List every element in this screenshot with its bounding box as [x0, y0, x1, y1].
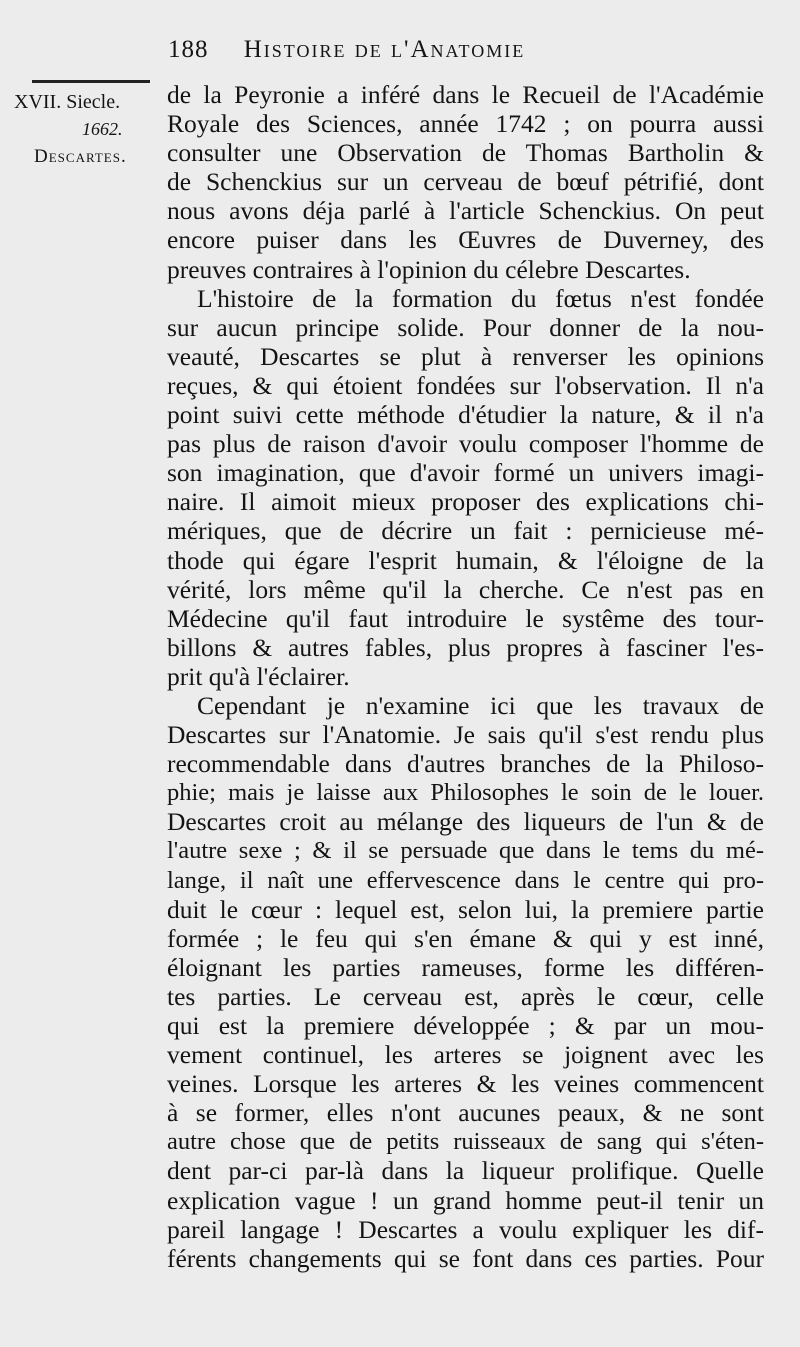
page-number: 188 [168, 36, 209, 63]
text-line: naire. Il aimoit mieux proposer des explications chi- [167, 487, 764, 517]
text-line: éloignant les parties rameuses, forme les différen- [167, 952, 764, 982]
text-line: Descartes croit au mélange des liqueurs de l'un & de [167, 807, 764, 837]
text-line: preuves contraires à l'opinion du célebre Descartes. [167, 254, 691, 284]
text-line: recommendable dans d'autres branches de la Philoso- [167, 749, 764, 779]
page-header [168, 36, 525, 64]
running-title: Histoire de l'Anatomie [243, 36, 526, 63]
text-line: sur aucun principe solide. Pour donner de la nou- [167, 312, 764, 342]
text-line: Cependant je n'examine ici que les travaux de [197, 690, 764, 720]
margin-author: Descartes. [34, 146, 127, 167]
text-line: tes parties. Le cerveau est, après le cœur, celle [167, 981, 764, 1011]
text-line: vérité, lors même qu'il la cherche. Ce n'est pas en [167, 574, 764, 604]
text-line: son imagination, que d'avoir formé un univers imagi- [167, 458, 764, 488]
text-line: reçues, & qui étoient fondées sur l'observation. Il n'a [167, 370, 764, 400]
text-line: mériques, que de décrire un fait : pernicieuse mé- [167, 516, 764, 546]
text-line: veauté, Descartes se plut à renverser les opinions [167, 341, 764, 371]
text-line: encore puiser dans les Œuvres de Duverney, des [167, 225, 764, 255]
text-line: Médecine qu'il faut introduire le systême des tour- [167, 603, 764, 633]
text-line: nous avons déja parlé à l'article Schenckius. On peut [167, 196, 764, 226]
text-line: lange, il naît une effervescence dans le centre qui pro- [167, 866, 764, 894]
margin-notes [10, 80, 170, 170]
text-line: duit le cœur : lequel est, selon lui, la premiere partie [167, 894, 764, 924]
body-text [167, 80, 764, 1273]
margin-rule [32, 80, 150, 83]
text-line: Descartes sur l'Anatomie. Je sais qu'il s'est rendu plus [167, 720, 764, 750]
text-line: veines. Lorsque les arteres & les veines commencent [167, 1069, 764, 1099]
text-line: phie; mais je laisse aux Philosophes le soin de le louer. [167, 779, 764, 807]
text-line: l'autre sexe ; & il se persuade que dans le tems du mé- [167, 837, 764, 865]
text-line: formée ; le feu qui s'en émane & qui y est inné, [167, 923, 764, 953]
text-line: à se former, elles n'ont aucunes peaux, & ne sont [167, 1098, 764, 1128]
text-line: qui est la premiere développée ; & par un mou- [167, 1011, 764, 1040]
text-line: consulter une Observation de Thomas Bartholin & [167, 138, 764, 168]
text-line: Royale des Sciences, année 1742 ; on pourra aussi [167, 109, 764, 139]
text-line: dent par-ci par-là dans la liqueur prolifique. Quelle [167, 1156, 764, 1186]
margin-century: XVII. Siecle. [14, 91, 121, 113]
text-line: de la Peyronie a inféré dans le Recueil de l'Académie [167, 80, 764, 109]
text-line: L'histoire de la formation du fœtus n'est fondée [197, 283, 764, 313]
text-line: thode qui égare l'esprit humain, & l'éloigne de la [167, 545, 764, 575]
text-line: pas plus de raison d'avoir voulu composer l'homme de [167, 429, 764, 459]
text-line: de Schenckius sur un cerveau de bœuf pétrifié, dont [167, 167, 764, 197]
text-line: point suivi cette méthode d'étudier la nature, & il n'a [167, 400, 764, 430]
text-line: explication vague ! un grand homme peut-il tenir un [167, 1185, 764, 1215]
text-line: prit qu'à l'éclairer. [167, 661, 350, 691]
text-line: billons & autres fables, plus propres à fasciner l'es- [167, 632, 764, 662]
text-line: autre chose que de petits ruisseaux de sang qui s'éten- [167, 1128, 764, 1156]
text-line: vement continuel, les arteres se joignent avec les [167, 1040, 764, 1070]
margin-year: 1662. [82, 119, 123, 139]
text-line: férents changements qui se font dans ces parties. Pour [167, 1243, 764, 1273]
text-line: pareil langage ! Descartes a voulu expliquer les dif- [167, 1214, 764, 1244]
